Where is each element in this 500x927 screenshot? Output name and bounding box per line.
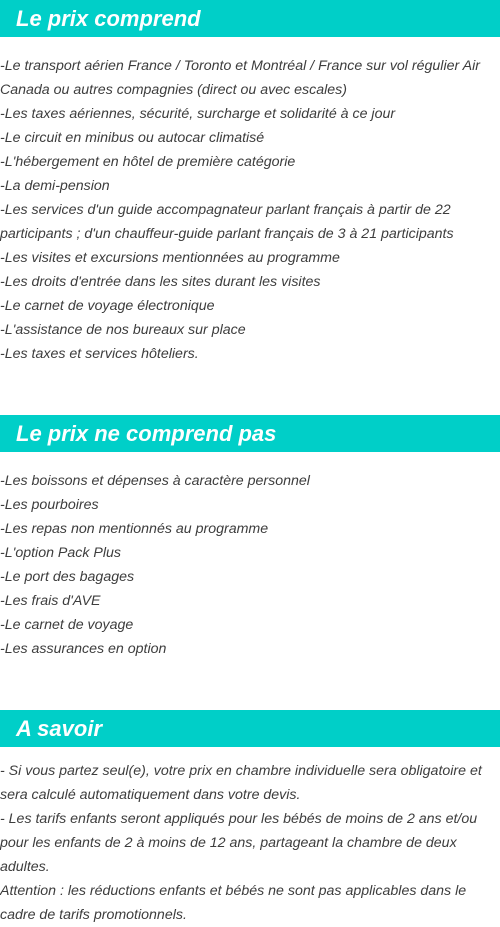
section-title: Le prix comprend (0, 0, 500, 37)
section-good-to-know (0, 710, 500, 927)
list-item: -Les assurances en option (0, 641, 167, 657)
section-title: Le prix ne comprend pas (0, 415, 500, 452)
list-item: -Les droits d'entrée dans les sites durant les visites (0, 274, 321, 290)
list-item: -Les repas non mentionnés au programme (0, 521, 269, 537)
section-title: A savoir (0, 710, 500, 747)
list-item: - Si vous partez seul(e), votre prix en chambre individuelle sera obligatoire et sera calculé automatiquement dans votre devis. (0, 763, 482, 803)
list-item: - Les tarifs enfants seront appliqués pour les bébés de moins de 2 ans et/ou pour les enfants de 2 à moins de 12 ans, partageant la chambre de deux adultes. (0, 811, 478, 875)
list-item: -L'assistance de nos bureaux sur place (0, 322, 246, 338)
list-item: -La demi-pension (0, 178, 110, 194)
list-item: -Le carnet de voyage (0, 617, 134, 633)
list-item: -Le carnet de voyage électronique (0, 298, 215, 314)
list-item: -Les boissons et dépenses à caractère personnel (0, 473, 310, 489)
section-price-excludes (0, 415, 500, 661)
list-item: -L'option Pack Plus (0, 545, 122, 561)
section-body (0, 759, 500, 927)
list-item: -Les services d'un guide accompagnateur parlant français à partir de 22 participants ; d'un chauffeur-guide parlant français de 3 à 21 participants (0, 202, 454, 242)
list-item: Attention : les réductions enfants et bébés ne sont pas applicables dans le cadre de tarifs promotionnels. (0, 883, 467, 923)
list-item: -Le transport aérien France / Toronto et Montréal / France sur vol régulier Air Canada ou autres compagnies (direct ou avec escales) (0, 58, 480, 98)
section-body (0, 469, 500, 661)
list-item: -Les taxes et services hôteliers. (0, 346, 199, 362)
list-item: -L'hébergement en hôtel de première catégorie (0, 154, 296, 170)
list-item: -Le circuit en minibus ou autocar climatisé (0, 130, 265, 146)
list-item: -Les taxes aériennes, sécurité, surcharge et solidarité à ce jour (0, 106, 396, 122)
list-item: -Le port des bagages (0, 569, 135, 585)
list-item: -Les frais d'AVE (0, 593, 101, 609)
section-price-includes (0, 0, 500, 366)
list-item: -Les pourboires (0, 497, 99, 513)
list-item: -Les visites et excursions mentionnées au programme (0, 250, 340, 266)
section-body (0, 54, 500, 366)
